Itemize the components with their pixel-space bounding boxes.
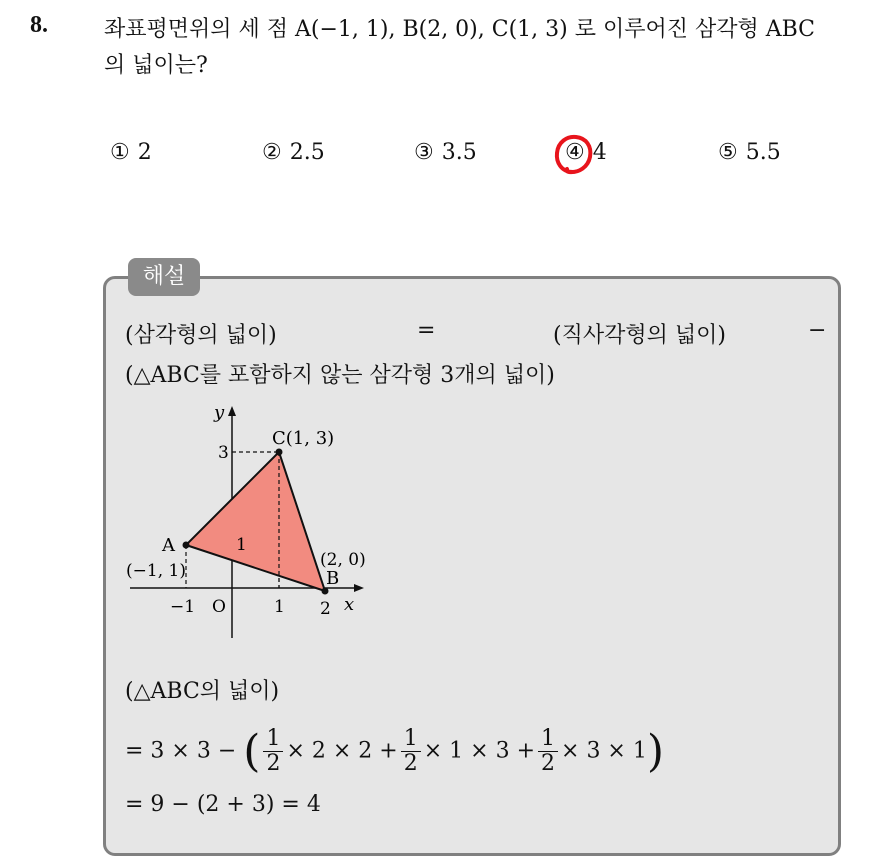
choice-5[interactable] xyxy=(718,140,781,165)
solution-line-1-left: (삼각형의 넓이) xyxy=(125,323,277,348)
origin-label: O xyxy=(212,597,226,617)
step-1-prefix: = 3 × 3 − xyxy=(125,738,237,764)
point-c-label: C(1, 3) xyxy=(272,428,335,449)
choice-number: ⑤ xyxy=(718,140,738,165)
fraction-half: $\frac{1}{2}$ xyxy=(538,727,558,776)
answer-choices xyxy=(0,140,884,180)
solution-line-1-eq: = xyxy=(417,318,436,343)
choice-value: 2.5 xyxy=(289,140,325,165)
tick-y-1: 1 xyxy=(236,535,247,555)
question-number: 8. xyxy=(30,12,48,38)
choice-value: 3.5 xyxy=(441,140,477,165)
solution-step-2: = 9 − (2 + 3) = 4 xyxy=(125,792,321,817)
tick-y-3: 3 xyxy=(218,443,229,463)
choice-number: ① xyxy=(110,140,130,165)
tick-x-1: 1 xyxy=(274,597,285,617)
point-a-coord: (−1, 1) xyxy=(126,561,186,581)
choice-number: ④ xyxy=(565,140,585,165)
question-text xyxy=(104,12,864,84)
choice-value: 5.5 xyxy=(745,140,781,165)
point-a-dot xyxy=(183,542,190,549)
solution-line-1-mid: (직사각형의 넓이) xyxy=(553,323,726,348)
fraction-half: $\frac{1}{2}$ xyxy=(401,727,421,776)
choice-3[interactable] xyxy=(414,140,477,165)
step-1-term-3: × 3 × 1 xyxy=(561,738,647,764)
point-a-label: A xyxy=(162,535,175,556)
left-paren: ( xyxy=(243,726,261,777)
choice-4[interactable] xyxy=(565,140,607,165)
step-1-term-1: × 2 × 2 + xyxy=(286,738,398,764)
choice-number: ③ xyxy=(414,140,434,165)
area-label: (△ABC의 넓이) xyxy=(125,679,280,704)
question-line-2: 의 넓이는? xyxy=(104,53,208,78)
choice-number: ② xyxy=(262,140,282,165)
question-line-1: 좌표평면위의 세 점 A(−1, 1), B(2, 0), C(1, 3) 로 이루어진 삼각형 ABC xyxy=(104,17,816,42)
point-b-label: B xyxy=(326,568,340,589)
y-axis-label: y xyxy=(214,402,225,423)
solution-line-2: (△ABC를 포함하지 않는 삼각형 3개의 넓이) xyxy=(125,363,555,388)
x-axis-label: x xyxy=(344,594,355,615)
solution-line-1-minus: − xyxy=(808,318,827,343)
point-b-coord: (2, 0) xyxy=(320,550,366,570)
choice-value: 2 xyxy=(137,140,152,165)
choice-1[interactable] xyxy=(110,140,152,165)
step-1-term-2: × 1 × 3 + xyxy=(423,738,536,764)
y-axis-arrow-icon xyxy=(228,406,236,416)
point-c-dot xyxy=(276,449,283,456)
solution-step-1 xyxy=(125,726,664,777)
choice-value: 4 xyxy=(592,140,607,165)
choice-2[interactable] xyxy=(262,140,325,165)
right-paren: ) xyxy=(646,726,665,777)
fraction-half: $\frac{1}{2}$ xyxy=(263,727,283,776)
tick-x-neg1: −1 xyxy=(170,597,196,617)
x-axis-arrow-icon xyxy=(354,584,364,592)
solution-tag: 해설 xyxy=(128,258,200,296)
tick-x-2: 2 xyxy=(320,599,331,619)
coordinate-graph xyxy=(120,398,380,648)
triangle-abc xyxy=(186,452,325,591)
